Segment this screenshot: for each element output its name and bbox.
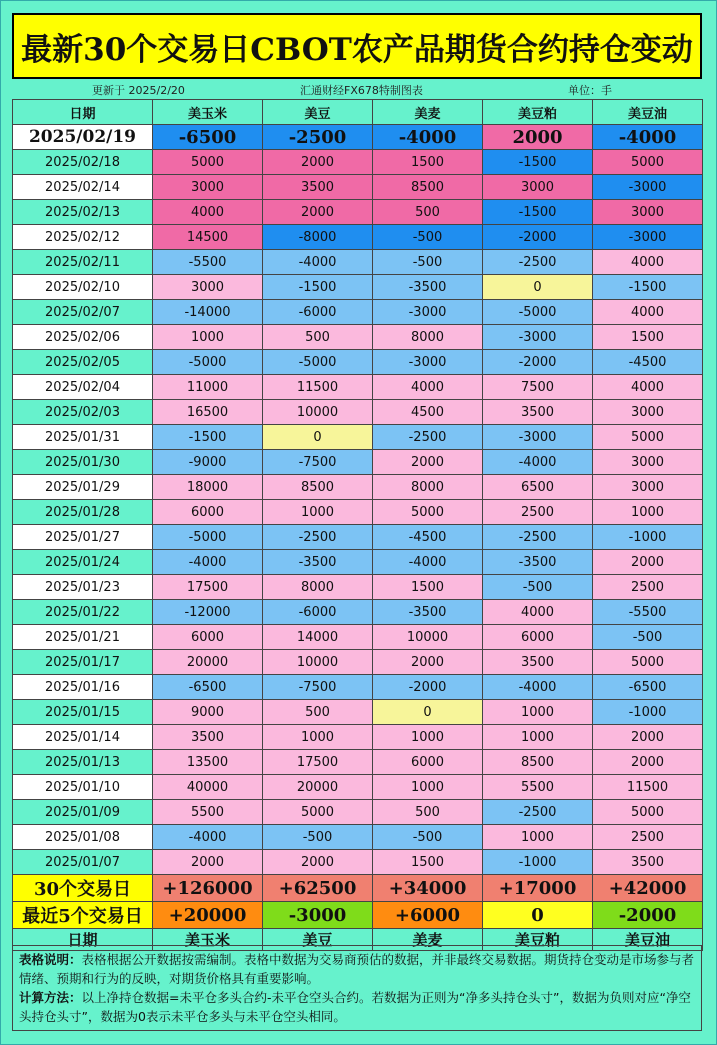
latest-value: -4000 — [373, 125, 483, 150]
row-date: 2025/02/05 — [13, 350, 153, 375]
row-value: -2000 — [483, 225, 593, 250]
table-row — [13, 525, 703, 550]
row-date: 2025/02/12 — [13, 225, 153, 250]
footer-col-date: 日期 — [13, 929, 153, 951]
row-date: 2025/02/13 — [13, 200, 153, 225]
row-value: 3000 — [153, 275, 263, 300]
row-value: -5000 — [263, 350, 373, 375]
summary-30-value: +34000 — [373, 875, 483, 902]
row-value: -3000 — [483, 325, 593, 350]
row-value: -1500 — [153, 425, 263, 450]
row-value: -4000 — [263, 250, 373, 275]
row-value: 11000 — [153, 375, 263, 400]
row-date: 2025/01/23 — [13, 575, 153, 600]
table-row — [13, 475, 703, 500]
row-value: -4000 — [483, 450, 593, 475]
latest-row — [13, 125, 703, 150]
row-value: 17500 — [263, 750, 373, 775]
row-value: 6000 — [153, 500, 263, 525]
row-value: 5000 — [593, 650, 703, 675]
row-value: 5500 — [153, 800, 263, 825]
row-value: -3000 — [373, 300, 483, 325]
row-value: 6000 — [153, 625, 263, 650]
row-value: -4000 — [373, 550, 483, 575]
notes-calc-text: 以上净持仓数据=未平仓多头合约-未平仓空头合约。若数据为正则为“净多头持仓头寸”，数据为负则对应“净空头持仓头寸”，数据为0表示未平仓多头与未平仓空头相同。 — [19, 990, 691, 1024]
row-value: -8000 — [263, 225, 373, 250]
row-date: 2025/02/06 — [13, 325, 153, 350]
row-value: -1500 — [593, 275, 703, 300]
row-value: 4000 — [153, 200, 263, 225]
table-row — [13, 375, 703, 400]
table-row — [13, 850, 703, 875]
row-date: 2025/01/27 — [13, 525, 153, 550]
table-row — [13, 350, 703, 375]
row-value: 5000 — [263, 800, 373, 825]
row-value: 6500 — [483, 475, 593, 500]
row-value: -2500 — [483, 800, 593, 825]
row-value: -3500 — [263, 550, 373, 575]
row-value: 13500 — [153, 750, 263, 775]
row-value: 14000 — [263, 625, 373, 650]
row-value: 3000 — [153, 175, 263, 200]
latest-value: -2500 — [263, 125, 373, 150]
row-value: 8000 — [373, 325, 483, 350]
row-value: 1000 — [483, 825, 593, 850]
row-value: 2500 — [593, 825, 703, 850]
row-value: 14500 — [153, 225, 263, 250]
table-row — [13, 725, 703, 750]
row-value: -2000 — [483, 350, 593, 375]
row-value: -500 — [483, 575, 593, 600]
row-value: 2000 — [593, 750, 703, 775]
notes-desc-label: 表格说明： — [19, 952, 82, 967]
row-value: 3500 — [593, 850, 703, 875]
row-value: -2000 — [373, 675, 483, 700]
row-value: -4000 — [153, 825, 263, 850]
summary-5-value: -2000 — [593, 902, 703, 929]
row-value: 9000 — [153, 700, 263, 725]
row-value: -3000 — [483, 425, 593, 450]
row-value: 4000 — [373, 375, 483, 400]
row-value: -1500 — [483, 150, 593, 175]
row-value: 1000 — [263, 725, 373, 750]
row-value: 4500 — [373, 400, 483, 425]
row-value: 3000 — [483, 175, 593, 200]
row-value: -500 — [373, 250, 483, 275]
row-value: -3500 — [373, 275, 483, 300]
row-value: 5000 — [593, 425, 703, 450]
summary-5-value: +6000 — [373, 902, 483, 929]
table-row — [13, 275, 703, 300]
unit-label: 单位：手 — [568, 84, 612, 97]
row-value: -5500 — [153, 250, 263, 275]
row-date: 2025/01/29 — [13, 475, 153, 500]
footer-col-soybean: 美豆 — [263, 929, 373, 951]
source-label: 汇通财经FX678特制图表 — [300, 84, 423, 97]
row-value: 10000 — [263, 400, 373, 425]
row-value: 5000 — [153, 150, 263, 175]
row-value: -500 — [373, 225, 483, 250]
row-value: 500 — [373, 800, 483, 825]
row-value: -3000 — [593, 175, 703, 200]
notes-calc-label: 计算方法： — [19, 990, 82, 1005]
table-row — [13, 800, 703, 825]
row-value: -3500 — [373, 600, 483, 625]
row-value: -4500 — [373, 525, 483, 550]
row-date: 2025/01/07 — [13, 850, 153, 875]
row-value: -1500 — [483, 200, 593, 225]
row-value: 4000 — [593, 300, 703, 325]
row-value: 500 — [263, 325, 373, 350]
row-value: -7500 — [263, 675, 373, 700]
row-value: 3500 — [483, 400, 593, 425]
row-value: -6000 — [263, 300, 373, 325]
row-date: 2025/01/16 — [13, 675, 153, 700]
summary-30-row — [13, 875, 703, 902]
row-value: -3000 — [593, 225, 703, 250]
row-value: -2500 — [373, 425, 483, 450]
table-row — [13, 600, 703, 625]
row-value: -5000 — [483, 300, 593, 325]
col-header-soymeal: 美豆粕 — [483, 100, 593, 125]
table-row — [13, 250, 703, 275]
summary-5-value: +20000 — [153, 902, 263, 929]
row-value: 17500 — [153, 575, 263, 600]
row-value: -5000 — [153, 350, 263, 375]
row-date: 2025/01/09 — [13, 800, 153, 825]
row-value: 5500 — [483, 775, 593, 800]
row-value: 1000 — [483, 725, 593, 750]
footer-col-soyoil: 美豆油 — [593, 929, 703, 951]
row-value: -6500 — [593, 675, 703, 700]
row-value: -1000 — [593, 525, 703, 550]
row-date: 2025/01/22 — [13, 600, 153, 625]
row-date: 2025/01/13 — [13, 750, 153, 775]
table-row — [13, 425, 703, 450]
row-value: 3000 — [593, 400, 703, 425]
row-value: 2500 — [593, 575, 703, 600]
row-value: 11500 — [263, 375, 373, 400]
row-value: 3000 — [593, 200, 703, 225]
row-date: 2025/02/14 — [13, 175, 153, 200]
row-date: 2025/01/31 — [13, 425, 153, 450]
row-date: 2025/01/10 — [13, 775, 153, 800]
row-value: -5500 — [593, 600, 703, 625]
notes-box — [12, 945, 702, 1031]
row-date: 2025/02/04 — [13, 375, 153, 400]
latest-date: 2025/02/19 — [13, 125, 153, 150]
row-value: 0 — [263, 425, 373, 450]
summary-30-value: +126000 — [153, 875, 263, 902]
row-value: -14000 — [153, 300, 263, 325]
row-value: 11500 — [593, 775, 703, 800]
summary-30-value: +17000 — [483, 875, 593, 902]
row-value: 2000 — [593, 725, 703, 750]
row-value: 1500 — [373, 150, 483, 175]
row-value: -2500 — [483, 250, 593, 275]
col-header-wheat: 美麦 — [373, 100, 483, 125]
row-value: -5000 — [153, 525, 263, 550]
summary-30-label: 30个交易日 — [13, 875, 153, 902]
row-value: 20000 — [263, 775, 373, 800]
table-row — [13, 150, 703, 175]
row-value: 2000 — [263, 150, 373, 175]
row-date: 2025/02/07 — [13, 300, 153, 325]
row-value: 6000 — [373, 750, 483, 775]
row-value: 4000 — [593, 375, 703, 400]
table-row — [13, 575, 703, 600]
row-date: 2025/02/18 — [13, 150, 153, 175]
table-row — [13, 300, 703, 325]
row-value: 3000 — [593, 475, 703, 500]
row-date: 2025/02/11 — [13, 250, 153, 275]
table-row — [13, 650, 703, 675]
latest-value: 2000 — [483, 125, 593, 150]
row-value: -7500 — [263, 450, 373, 475]
positions-table — [12, 99, 703, 951]
table-row — [13, 200, 703, 225]
row-value: 2000 — [153, 850, 263, 875]
row-value: 3500 — [153, 725, 263, 750]
row-date: 2025/01/24 — [13, 550, 153, 575]
row-date: 2025/01/28 — [13, 500, 153, 525]
header-row — [13, 100, 703, 125]
row-value: -3500 — [483, 550, 593, 575]
row-date: 2025/01/08 — [13, 825, 153, 850]
row-value: 4000 — [483, 600, 593, 625]
row-value: 8500 — [483, 750, 593, 775]
col-header-soybean: 美豆 — [263, 100, 373, 125]
row-value: 5000 — [593, 150, 703, 175]
row-value: -1500 — [263, 275, 373, 300]
table-row — [13, 675, 703, 700]
row-value: 3500 — [483, 650, 593, 675]
latest-value: -4000 — [593, 125, 703, 150]
row-value: 8000 — [373, 475, 483, 500]
row-value: -6000 — [263, 600, 373, 625]
summary-5-value: -3000 — [263, 902, 373, 929]
footer-col-corn: 美玉米 — [153, 929, 263, 951]
table-row — [13, 450, 703, 475]
col-header-soyoil: 美豆油 — [593, 100, 703, 125]
row-value: -1000 — [483, 850, 593, 875]
table-row — [13, 700, 703, 725]
row-date: 2025/01/14 — [13, 725, 153, 750]
row-value: -1000 — [593, 700, 703, 725]
row-value: -2500 — [483, 525, 593, 550]
row-value: -9000 — [153, 450, 263, 475]
row-value: 3000 — [593, 450, 703, 475]
row-value: 2500 — [483, 500, 593, 525]
notes-desc-text: 表格根据公开数据按需编制。表格中数据为交易商预估的数据，并非最终交易数据。期货持仓变动是市场参与者情绪、预期和行为的反映，对期货价格具有重要影响。 — [19, 952, 695, 986]
row-value: -4000 — [483, 675, 593, 700]
table-row — [13, 825, 703, 850]
summary-30-value: +62500 — [263, 875, 373, 902]
row-value: 0 — [483, 275, 593, 300]
row-value: 20000 — [153, 650, 263, 675]
row-value: 5000 — [593, 800, 703, 825]
row-value: 5000 — [373, 500, 483, 525]
row-value: 8500 — [263, 475, 373, 500]
row-value: 6000 — [483, 625, 593, 650]
row-date: 2025/02/03 — [13, 400, 153, 425]
row-value: 8000 — [263, 575, 373, 600]
row-value: 1500 — [373, 850, 483, 875]
footer-col-wheat: 美麦 — [373, 929, 483, 951]
row-value: 500 — [263, 700, 373, 725]
row-value: 18000 — [153, 475, 263, 500]
row-value: -500 — [373, 825, 483, 850]
row-value: 10000 — [373, 625, 483, 650]
table-row — [13, 625, 703, 650]
row-value: 1000 — [483, 700, 593, 725]
page-title: 最新30个交易日CBOT农产品期货合约持仓变动 — [12, 13, 702, 79]
row-value: 8500 — [373, 175, 483, 200]
latest-value: -6500 — [153, 125, 263, 150]
table-row — [13, 500, 703, 525]
row-value: 16500 — [153, 400, 263, 425]
row-date: 2025/01/15 — [13, 700, 153, 725]
row-date: 2025/01/30 — [13, 450, 153, 475]
row-date: 2025/02/10 — [13, 275, 153, 300]
row-value: -4500 — [593, 350, 703, 375]
row-value: 0 — [373, 700, 483, 725]
row-value: -4000 — [153, 550, 263, 575]
table-row — [13, 325, 703, 350]
footer-col-soymeal: 美豆粕 — [483, 929, 593, 951]
row-value: 3500 — [263, 175, 373, 200]
row-value: -12000 — [153, 600, 263, 625]
row-value: 40000 — [153, 775, 263, 800]
row-value: 1000 — [263, 500, 373, 525]
table-row — [13, 550, 703, 575]
row-value: 1500 — [373, 575, 483, 600]
row-value: 2000 — [373, 450, 483, 475]
row-value: -500 — [593, 625, 703, 650]
row-value: 7500 — [483, 375, 593, 400]
row-value: 1000 — [593, 500, 703, 525]
row-value: -3000 — [373, 350, 483, 375]
col-header-corn: 美玉米 — [153, 100, 263, 125]
row-value: 2000 — [263, 850, 373, 875]
row-value: 1000 — [373, 775, 483, 800]
row-value: -6500 — [153, 675, 263, 700]
table-row — [13, 225, 703, 250]
row-value: 500 — [373, 200, 483, 225]
updated-date: 更新于 2025/2/20 — [92, 84, 185, 97]
row-value: 1000 — [153, 325, 263, 350]
row-value: 2000 — [263, 200, 373, 225]
row-value: 2000 — [373, 650, 483, 675]
col-header-date: 日期 — [13, 100, 153, 125]
row-value: -500 — [263, 825, 373, 850]
summary-5-value: 0 — [483, 902, 593, 929]
row-date: 2025/01/17 — [13, 650, 153, 675]
table-row — [13, 175, 703, 200]
row-value: 2000 — [593, 550, 703, 575]
sub-header — [0, 80, 717, 98]
summary-30-value: +42000 — [593, 875, 703, 902]
row-value: 10000 — [263, 650, 373, 675]
row-value: 4000 — [593, 250, 703, 275]
summary-5-row — [13, 902, 703, 929]
table-row — [13, 775, 703, 800]
row-value: 1000 — [373, 725, 483, 750]
summary-5-label: 最近5个交易日 — [13, 902, 153, 929]
row-date: 2025/01/21 — [13, 625, 153, 650]
table-row — [13, 400, 703, 425]
row-value: -2500 — [263, 525, 373, 550]
table-row — [13, 750, 703, 775]
row-value: 1500 — [593, 325, 703, 350]
